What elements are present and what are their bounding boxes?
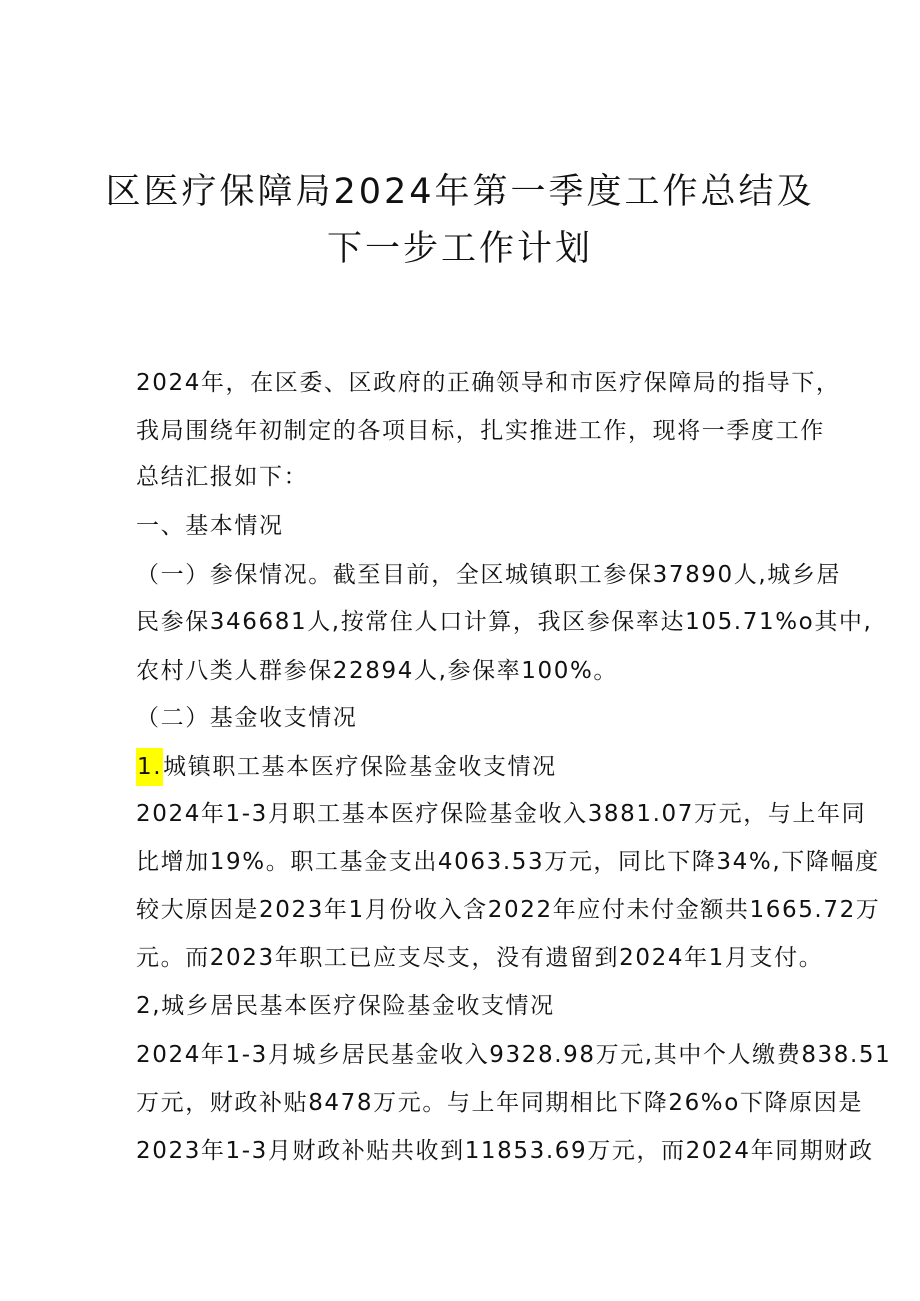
paragraph-line: 2024年1-3月职工基本医疗保险基金收入3881.07万元，与上年同 [136,801,867,827]
paragraph-line: 民参保346681人,按常住人口计算，我区参保率达105.71%o其中, [136,609,873,635]
subsection-heading-numbered [136,752,796,782]
paragraph-line: 总结汇报如下： [136,464,309,490]
highlighted-item-number: 1. [136,748,163,786]
subsection-heading: 2,城乡居民基本医疗保险基金收支情况 [136,993,555,1019]
paragraph-line: 2024年1-3月城乡居民基金收入9328.98万元,其中个人缴费838.51 [136,1042,892,1068]
document-title-line-1: 区医疗保障局2024年第一季度工作总结及 [105,172,815,212]
paragraph-line: 元。而2023年职工已应支尽支，没有遗留到2024年1月支付。 [136,945,824,971]
paragraph-line: 万元，财政补贴8478万元。与上年同期相比下降26%o下降原因是 [136,1090,863,1116]
document-title-line-2: 下一步工作计划 [326,229,593,269]
paragraph-line: 2024年，在区委、区政府的正确领导和市医疗保障局的指导下， [136,370,841,396]
paragraph-line: 较大原因是2023年1月份收入含2022年应付未付金额共1665.72万 [136,897,881,923]
subsection-heading: （二）基金收支情况 [136,705,358,731]
paragraph-line: 比增加19%。职工基金支出4063.53万元，同比下降34%,下降幅度 [136,849,880,875]
paragraph-line: （一）参保情况。截至目前，全区城镇职工参保37890人,城乡居 [136,562,842,588]
paragraph-line: 农村八类人群参保22894人,参保率100%。 [136,658,619,684]
paragraph-line: 我局围绕年初制定的各项目标，扎实推进工作，现将一季度工作 [136,418,825,444]
section-heading: 一、基本情况 [136,513,284,539]
paragraph-line: 2023年1-3月财政补贴共收到11853.69万元，而2024年同期财政 [136,1138,874,1164]
subsection-heading-text: 城镇职工基本医疗保险基金收支情况 [163,754,557,780]
